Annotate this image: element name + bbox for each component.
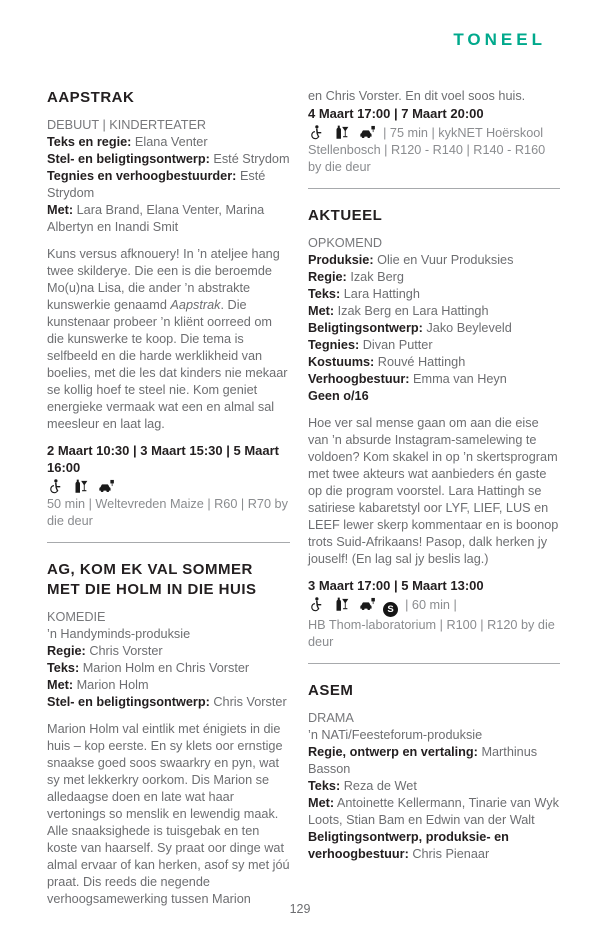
credit-line: [308, 354, 560, 371]
credit-line: [308, 337, 560, 354]
credit-value: Chris Vorster: [89, 644, 163, 658]
credit-line: [308, 778, 560, 795]
page-number: 129: [289, 902, 311, 916]
genre-label: DRAMA: [308, 711, 354, 725]
drinks-icon: [334, 125, 349, 140]
section-divider: [308, 663, 560, 664]
show-title: AG, KOM EK VAL SOMMER MET DIE HOLM IN DIE HUIS: [47, 561, 257, 598]
credit-value: Izak Berg: [350, 270, 404, 284]
credit-label: Kostuums:: [308, 355, 375, 369]
credit-label: Teks:: [308, 287, 341, 301]
listing-asem: [308, 681, 560, 863]
venue-info: | 75 min | kykNET Hoërskool Stellenbosch | R120 - R140 | R140 - R160 by die deur: [308, 126, 546, 174]
credit-label: Met:: [47, 678, 74, 692]
credit-label: Met:: [308, 796, 335, 810]
credit-value: Emma van Heyn: [413, 372, 507, 386]
credit-line: [308, 252, 560, 269]
credit-label: Tegnies:: [308, 338, 360, 352]
continuation-text: en Chris Vorster. En dit voel soos huis.: [308, 89, 526, 103]
wheelchair-icon: [47, 479, 62, 494]
show-dates: 4 Maart 17:00 | 7 Maart 20:00: [308, 106, 484, 121]
credit-value: Reza de Wet: [343, 779, 417, 793]
production-company: ’n Handyminds-produksie: [47, 627, 191, 641]
listing-aapstrak: [47, 88, 290, 530]
credit-line: [308, 320, 560, 337]
credit-value: Chris Vorster: [213, 695, 287, 709]
wheelchair-icon: [308, 125, 323, 140]
listing-aktueel: [308, 206, 560, 651]
credit-label: Verhoogbestuur:: [308, 372, 410, 386]
show-description: Hoe ver sal mense gaan om aan die eise van ’n absurde Instagram-samelewing te voldoen? Kom skakel in op ’n skertsprogram met twee akteurs wat aanbieders én gaste op die program voorstel. Lara Hattingh se satiriese kabaretstyl oor LYF, LIEF, LUS en LEEF lewer skerp kommentaar en is boonop trots Suid-Afrikaans! Pasop, dalk herken jy jouself! (En lag sal jy beslis lag.): [308, 416, 559, 566]
credit-line: [308, 829, 560, 863]
venue-info: HB Thom-laboratorium | R100 | R120 by die deur: [308, 618, 555, 649]
parking-icon: [359, 597, 376, 612]
section-header-toneel: TONEEL: [453, 30, 546, 49]
genre-label: KOMEDIE: [47, 610, 106, 624]
credit-label: Regie:: [308, 270, 347, 284]
credit-label: Stel- en beligtingsontwerp:: [47, 152, 210, 166]
credit-line: [308, 371, 560, 388]
description-text: . Die kunstenaar probeer ’n kliënt oorreed om die kunswerke te koop. Die tema is selfbeeld en die harde werklikheid van boelies, met die les dat kinders nie mekaar se kollig hoef te steel nie. Kom geniet energieke vermaak wat een en almal sal meesleur en laat lag.: [47, 298, 288, 431]
drinks-icon: [334, 597, 349, 612]
section-divider: [308, 188, 560, 189]
credit-value: Marion Holm: [76, 678, 149, 692]
show-description: [47, 246, 290, 433]
credit-label: Met:: [47, 203, 74, 217]
credit-value: Esté Strydom: [213, 152, 290, 166]
genre-label: DEBUUT | KINDERTEATER: [47, 118, 207, 132]
credit-value: Esté Strydom: [47, 169, 266, 200]
credit-label: Beligtingsontwerp:: [308, 321, 423, 335]
right-column: [308, 88, 560, 908]
credit-line: [308, 286, 560, 303]
credit-value: Chris Pienaar: [412, 847, 490, 861]
description-italic: Aapstrak: [170, 298, 221, 312]
credit-label: Teks:: [47, 661, 80, 675]
credit-line: [308, 744, 560, 778]
wheelchair-icon: [308, 597, 323, 612]
credit-value: Rouvé Hattingh: [377, 355, 466, 369]
age-restriction: Geen o/16: [308, 389, 369, 403]
credit-label: Teks:: [308, 779, 341, 793]
duration-info: | 60 min |: [405, 598, 457, 612]
credit-line: [47, 151, 290, 168]
section-divider: [47, 542, 290, 543]
credit-label: Regie, ontwerp en vertaling:: [308, 745, 478, 759]
show-dates: 2 Maart 10:30 | 3 Maart 15:30 | 5 Maart 16:00: [47, 443, 280, 475]
listing-continuation: [308, 88, 560, 176]
credit-label: Stel- en beligtingsontwerp:: [47, 695, 210, 709]
parking-icon: [359, 125, 376, 140]
amenity-icon-row: [308, 597, 560, 617]
credit-value: Divan Putter: [362, 338, 433, 352]
amenity-icon-row: [308, 125, 560, 176]
credit-value: Marion Holm en Chris Vorster: [82, 661, 250, 675]
credit-line: [47, 660, 290, 677]
credit-line: [308, 795, 560, 829]
credit-line: [47, 694, 290, 711]
credit-value: Lara Brand, Elana Venter, Marina Albertyn en Inandi Smit: [47, 203, 265, 234]
credit-line: [47, 134, 290, 151]
credit-label: Produksie:: [308, 253, 374, 267]
credit-value: Elana Venter: [134, 135, 208, 149]
listing-ag-kom-ek: [47, 560, 290, 908]
credit-label: Tegnies en verhoogbestuurder:: [47, 169, 237, 183]
credit-label: Teks en regie:: [47, 135, 132, 149]
description-text: Kuns versus afknouery! In ’n ateljee hang twee skilderye. Die een is die beroemde Mo(u)na Lisa, die ander ’n abstrakte kunswerkie genaamd: [47, 247, 280, 312]
genre-label: OPKOMEND: [308, 236, 383, 250]
s-badge-icon: S: [383, 602, 398, 617]
credit-line: [47, 202, 290, 236]
drinks-icon: [73, 479, 88, 494]
credit-line: [47, 677, 290, 694]
credit-value: Izak Berg en Lara Hattingh: [337, 304, 489, 318]
credit-label: Met:: [308, 304, 335, 318]
credit-label: Regie:: [47, 644, 86, 658]
show-title: ASEM: [308, 682, 354, 699]
credit-line: [47, 168, 290, 202]
show-dates: 3 Maart 17:00 | 5 Maart 13:00: [308, 578, 484, 593]
amenity-icon-row: [47, 479, 290, 496]
credit-value: Olie en Vuur Produksies: [377, 253, 514, 267]
credit-label: Beligtingsontwerp, produksie- en verhoogbestuur:: [308, 830, 509, 861]
credit-line: [308, 269, 560, 286]
credit-value: Marthinus Basson: [308, 745, 538, 776]
show-description: Marion Holm val eintlik met énigiets in die huis – kop eerste. En sy klets oor ernstige snaakse goed soos swaarkry en pyn, wat sy met lekkerkry oorkom. Dis Marion se alledaagse doen en late wat haar vertonings so menslik en lewendig maak. Alle snaaksighede is tuisgebak en ten koste van haarself. Sy praat oor dinge wat almal ervaar of kan herken, asof sy met jóú praat. Dis reeds die negende verhoogsamewerking tussen Marion: [47, 722, 290, 906]
show-title: AAPSTRAK: [47, 89, 135, 106]
parking-icon: [98, 479, 115, 494]
venue-info: 50 min | Weltevreden Maize | R60 | R70 by die deur: [47, 497, 288, 528]
production-company: ’n NATi/Feesteforum-produksie: [308, 728, 483, 742]
credit-value: Antoinette Kellermann, Tinarie van Wyk Loots, Stian Bam en Edwin van der Walt: [308, 796, 559, 827]
left-column: [47, 88, 290, 908]
credit-value: Jako Beyleveld: [426, 321, 512, 335]
credit-value: Lara Hattingh: [343, 287, 420, 301]
show-title: AKTUEEL: [308, 207, 383, 224]
credit-line: [47, 643, 290, 660]
credit-line: [308, 303, 560, 320]
